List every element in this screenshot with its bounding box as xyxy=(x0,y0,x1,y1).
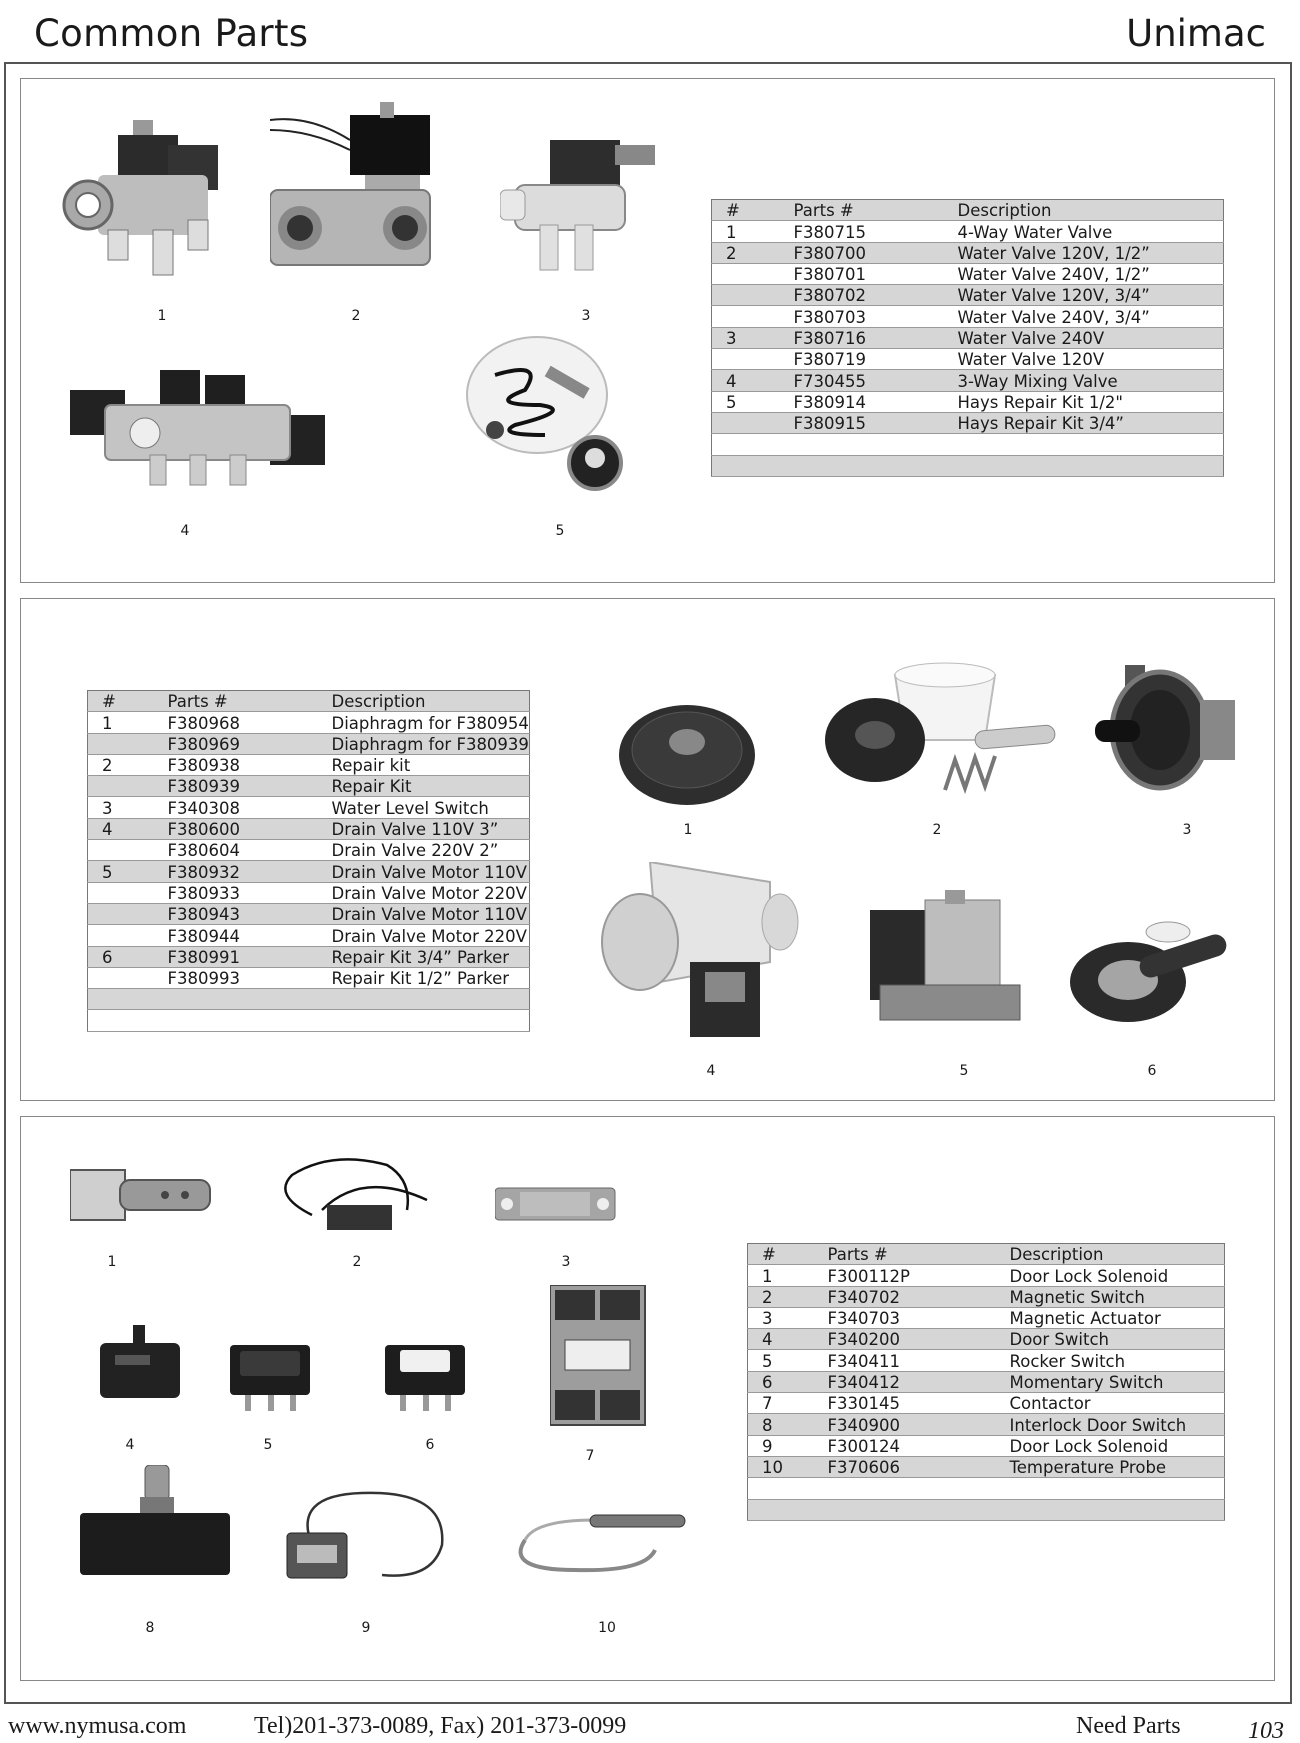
row-part: F340200 xyxy=(814,1329,996,1350)
momentary-switch-image xyxy=(385,1345,470,1415)
table-row xyxy=(748,1265,1225,1286)
magnetic-actuator-image xyxy=(495,1180,620,1230)
row-num: 9 xyxy=(748,1435,814,1456)
row-part: F380969 xyxy=(154,733,318,754)
row-desc: Rocker Switch xyxy=(996,1350,1225,1371)
row-part: F380716 xyxy=(780,327,944,348)
row-desc: Water Valve 120V, 3/4” xyxy=(944,285,1224,306)
table-row xyxy=(712,285,1224,306)
table-row-empty xyxy=(88,989,530,1010)
row-num: 5 xyxy=(88,861,154,882)
table-row-empty xyxy=(88,1010,530,1031)
page-title: Common Parts xyxy=(34,12,309,55)
table-row-empty xyxy=(712,455,1224,476)
table-row-empty xyxy=(748,1499,1225,1520)
row-part: F300112P xyxy=(814,1265,996,1286)
item-label: 1 xyxy=(157,308,167,324)
row-num xyxy=(712,412,780,433)
item-label: 2 xyxy=(932,822,942,838)
temperature-probe-image xyxy=(505,1500,690,1580)
row-desc: Repair Kit 1/2” Parker xyxy=(318,967,530,988)
row-desc: Diaphragm for F380954 xyxy=(318,712,530,733)
row-num: 4 xyxy=(88,818,154,839)
row-num: 10 xyxy=(748,1456,814,1477)
row-desc: Drain Valve Motor 110V xyxy=(318,903,530,924)
col-desc-header: Description xyxy=(944,200,1224,221)
drain-valves-table xyxy=(87,690,530,1032)
row-part: F380719 xyxy=(780,349,944,370)
row-desc: Repair Kit xyxy=(318,776,530,797)
row-num xyxy=(712,349,780,370)
row-desc: Contactor xyxy=(996,1393,1225,1414)
four-way-water-valve-image xyxy=(58,105,233,280)
row-num xyxy=(88,776,154,797)
row-part: F380703 xyxy=(780,306,944,327)
row-part: F380915 xyxy=(780,412,944,433)
item-label: 3 xyxy=(1182,822,1192,838)
footer-contact: Tel)201-373-0089, Fax) 201-373-0099 xyxy=(254,1713,627,1739)
switches-table xyxy=(747,1243,1225,1521)
drain-valve-motor-image xyxy=(865,890,1030,1025)
parker-repair-kit-image xyxy=(1068,920,1233,1025)
row-num: 5 xyxy=(712,391,780,412)
page-number: 103 xyxy=(1248,1718,1284,1743)
item-label: 3 xyxy=(581,308,591,324)
row-part: F380938 xyxy=(154,754,318,775)
row-part: F380701 xyxy=(780,263,944,284)
item-label: 7 xyxy=(585,1448,595,1464)
table-row xyxy=(748,1286,1225,1307)
row-desc: Water Valve 120V xyxy=(944,349,1224,370)
table-row xyxy=(712,306,1224,327)
table-row xyxy=(712,327,1224,348)
row-num: 5 xyxy=(748,1350,814,1371)
row-part: F380700 xyxy=(780,242,944,263)
door-lock-solenoid-image xyxy=(70,1160,215,1235)
table-row xyxy=(748,1414,1225,1435)
row-num xyxy=(88,967,154,988)
item-label: 3 xyxy=(561,1254,571,1270)
row-part: F340412 xyxy=(814,1371,996,1392)
col-part-header: Parts # xyxy=(780,200,944,221)
row-num: 7 xyxy=(748,1393,814,1414)
three-way-mixing-valve-image xyxy=(65,365,330,495)
table-row xyxy=(712,349,1224,370)
table-row xyxy=(748,1350,1225,1371)
col-part-header: Parts # xyxy=(154,691,318,712)
table-header-row xyxy=(712,200,1224,221)
row-desc: Water Valve 240V, 1/2” xyxy=(944,263,1224,284)
solenoid-water-valve-image xyxy=(270,100,445,285)
item-label: 10 xyxy=(598,1620,616,1636)
row-num: 6 xyxy=(748,1371,814,1392)
item-label: 6 xyxy=(1147,1063,1157,1079)
row-num: 2 xyxy=(88,754,154,775)
table-row xyxy=(88,797,530,818)
footer-tagline: Need Parts xyxy=(1076,1713,1181,1739)
row-desc: Door Lock Solenoid xyxy=(996,1265,1225,1286)
drain-valve-image xyxy=(600,862,800,1042)
row-part: F380932 xyxy=(154,861,318,882)
table-row xyxy=(88,754,530,775)
item-label: 5 xyxy=(263,1437,273,1453)
item-label: 9 xyxy=(361,1620,371,1636)
table-row xyxy=(88,776,530,797)
row-part: F340411 xyxy=(814,1350,996,1371)
row-num: 3 xyxy=(88,797,154,818)
row-desc: Drain Valve 220V 2” xyxy=(318,840,530,861)
item-label: 5 xyxy=(959,1063,969,1079)
contactor-image xyxy=(550,1285,650,1430)
row-num xyxy=(712,285,780,306)
row-desc: 3-Way Mixing Valve xyxy=(944,370,1224,391)
row-part: F380991 xyxy=(154,946,318,967)
brand-name: Unimac xyxy=(1126,12,1266,55)
row-desc: Water Valve 240V, 3/4” xyxy=(944,306,1224,327)
table-row xyxy=(88,882,530,903)
table-row xyxy=(88,733,530,754)
interlock-door-switch-image xyxy=(80,1465,235,1580)
row-desc: Magnetic Actuator xyxy=(996,1307,1225,1328)
row-part: F340308 xyxy=(154,797,318,818)
item-label: 1 xyxy=(683,822,693,838)
row-part: F300124 xyxy=(814,1435,996,1456)
footer-website: www.nymusa.com xyxy=(8,1713,187,1739)
row-num: 1 xyxy=(712,221,780,242)
row-num xyxy=(88,733,154,754)
table-row xyxy=(748,1371,1225,1392)
row-part: F380715 xyxy=(780,221,944,242)
door-lock-solenoid-2-image xyxy=(282,1485,452,1585)
row-desc: Door Lock Solenoid xyxy=(996,1435,1225,1456)
row-num: 3 xyxy=(712,327,780,348)
table-row-empty xyxy=(748,1478,1225,1499)
row-part: F340703 xyxy=(814,1307,996,1328)
rocker-switch-image xyxy=(230,1345,315,1415)
col-num-header: # xyxy=(88,691,154,712)
row-desc: Door Switch xyxy=(996,1329,1225,1350)
row-num: 4 xyxy=(748,1329,814,1350)
table-header-row xyxy=(88,691,530,712)
row-num xyxy=(712,306,780,327)
row-num xyxy=(88,925,154,946)
table-row xyxy=(88,818,530,839)
table-row xyxy=(88,712,530,733)
table-row xyxy=(712,263,1224,284)
row-num xyxy=(88,903,154,924)
row-desc: Drain Valve Motor 220V xyxy=(318,882,530,903)
col-part-header: Parts # xyxy=(814,1244,996,1265)
row-part: F380600 xyxy=(154,818,318,839)
magnetic-switch-image xyxy=(272,1150,437,1245)
table-row xyxy=(712,221,1224,242)
col-desc-header: Description xyxy=(318,691,530,712)
row-desc: Momentary Switch xyxy=(996,1371,1225,1392)
table-row xyxy=(88,840,530,861)
col-desc-header: Description xyxy=(996,1244,1225,1265)
item-label: 5 xyxy=(555,523,565,539)
row-desc: Hays Repair Kit 1/2" xyxy=(944,391,1224,412)
item-label: 4 xyxy=(125,1437,135,1453)
item-label: 2 xyxy=(352,1254,362,1270)
hays-repair-kit-image xyxy=(465,335,635,495)
door-switch-image xyxy=(95,1325,185,1405)
table-row-empty xyxy=(712,434,1224,455)
table-row xyxy=(712,242,1224,263)
item-label: 2 xyxy=(351,308,361,324)
row-num: 4 xyxy=(712,370,780,391)
row-desc: Repair kit xyxy=(318,754,530,775)
row-desc: Water Level Switch xyxy=(318,797,530,818)
row-part: F380604 xyxy=(154,840,318,861)
row-num xyxy=(88,840,154,861)
row-desc: 4-Way Water Valve xyxy=(944,221,1224,242)
row-part: F370606 xyxy=(814,1456,996,1477)
item-label: 1 xyxy=(107,1254,117,1270)
row-desc: Water Valve 120V, 1/2” xyxy=(944,242,1224,263)
row-desc: Hays Repair Kit 3/4” xyxy=(944,412,1224,433)
row-desc: Drain Valve Motor 110V xyxy=(318,861,530,882)
table-row xyxy=(748,1307,1225,1328)
row-num xyxy=(712,263,780,284)
table-row xyxy=(88,925,530,946)
table-row xyxy=(748,1329,1225,1350)
row-part: F380968 xyxy=(154,712,318,733)
row-desc: Magnetic Switch xyxy=(996,1286,1225,1307)
item-label: 4 xyxy=(706,1063,716,1079)
row-num xyxy=(88,882,154,903)
dual-water-valve-image xyxy=(500,130,665,280)
col-num-header: # xyxy=(712,200,780,221)
row-part: F730455 xyxy=(780,370,944,391)
row-desc: Interlock Door Switch xyxy=(996,1414,1225,1435)
table-row xyxy=(88,967,530,988)
water-valves-table xyxy=(711,199,1224,477)
row-desc: Repair Kit 3/4” Parker xyxy=(318,946,530,967)
row-num: 3 xyxy=(748,1307,814,1328)
row-part: F380939 xyxy=(154,776,318,797)
row-part: F380914 xyxy=(780,391,944,412)
row-part: F330145 xyxy=(814,1393,996,1414)
row-part: F380944 xyxy=(154,925,318,946)
row-num: 1 xyxy=(88,712,154,733)
table-row xyxy=(748,1456,1225,1477)
row-num: 6 xyxy=(88,946,154,967)
drain-repair-kit-image xyxy=(825,660,1060,800)
table-header-row xyxy=(748,1244,1225,1265)
row-part: F340900 xyxy=(814,1414,996,1435)
row-desc: Water Valve 240V xyxy=(944,327,1224,348)
item-label: 4 xyxy=(180,523,190,539)
col-num-header: # xyxy=(748,1244,814,1265)
row-part: F340702 xyxy=(814,1286,996,1307)
row-desc: Diaphragm for F380939 xyxy=(318,733,530,754)
row-desc: Temperature Probe xyxy=(996,1456,1225,1477)
row-num: 2 xyxy=(712,242,780,263)
diaphragm-image xyxy=(615,700,760,810)
table-row xyxy=(88,861,530,882)
table-row xyxy=(712,391,1224,412)
item-label: 8 xyxy=(145,1620,155,1636)
row-num: 8 xyxy=(748,1414,814,1435)
row-part: F380993 xyxy=(154,967,318,988)
table-row xyxy=(712,412,1224,433)
table-row xyxy=(88,946,530,967)
water-level-switch-image xyxy=(1095,660,1245,800)
row-desc: Drain Valve Motor 220V xyxy=(318,925,530,946)
row-num: 2 xyxy=(748,1286,814,1307)
item-label: 6 xyxy=(425,1437,435,1453)
table-row xyxy=(712,370,1224,391)
table-row xyxy=(748,1435,1225,1456)
row-part: F380943 xyxy=(154,903,318,924)
row-part: F380702 xyxy=(780,285,944,306)
table-row xyxy=(88,903,530,924)
row-part: F380933 xyxy=(154,882,318,903)
row-desc: Drain Valve 110V 3” xyxy=(318,818,530,839)
table-row xyxy=(748,1393,1225,1414)
row-num: 1 xyxy=(748,1265,814,1286)
